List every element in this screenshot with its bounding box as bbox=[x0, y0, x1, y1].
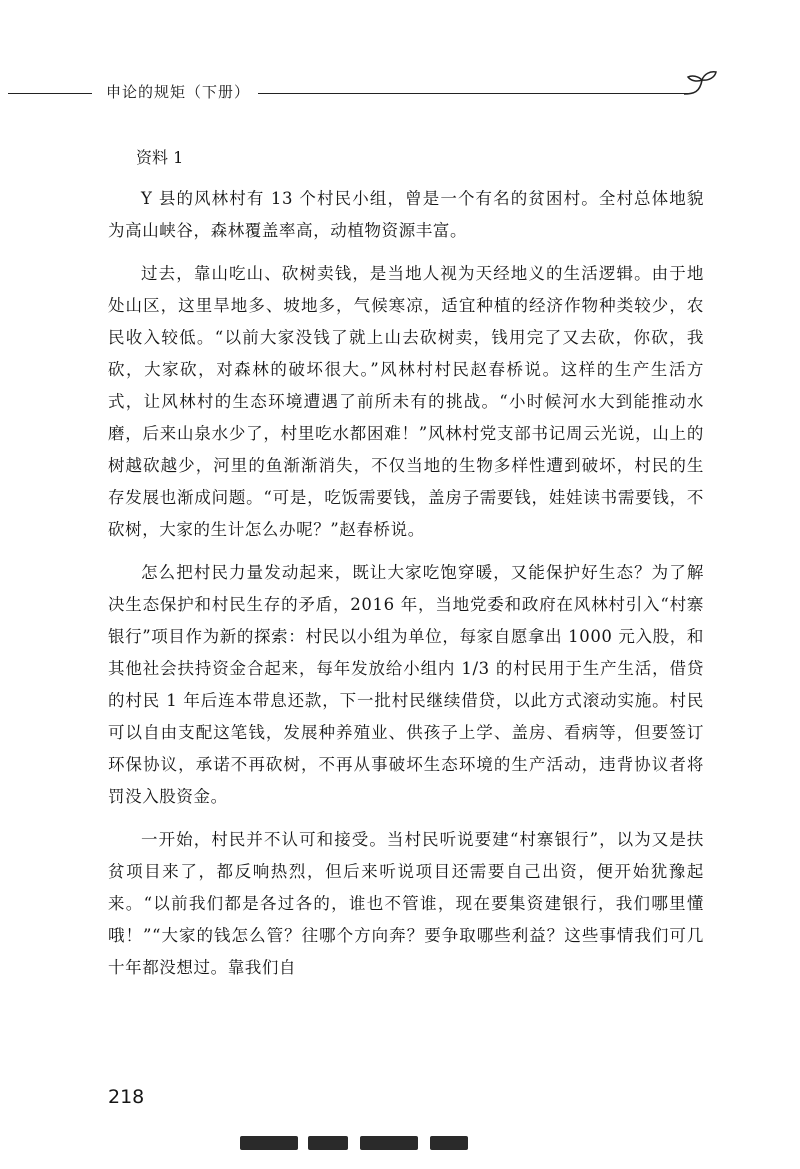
sprout-icon bbox=[680, 66, 720, 98]
scan-artifact bbox=[236, 1136, 472, 1154]
page-number: 218 bbox=[108, 1086, 145, 1108]
page-body bbox=[108, 146, 704, 995]
running-header bbox=[8, 66, 720, 106]
header-rule-left bbox=[8, 93, 92, 94]
paragraph-2: 过去，靠山吃山、砍树卖钱，是当地人视为天经地义的生活逻辑。由于地处山区，这里旱地多、坡地多，气候寒凉，适宜种植的经济作物种类较少，农民收入较低。“以前大家没钱了就上山去砍树卖，钱用完了又去砍，你砍，我砍，大家砍，对森林的破坏很大。”风林村村民赵春桥说。这样的生产生活方式，让风林村的生态环境遭遇了前所未有的挑战。“小时候河水大到能推动水磨，后来山泉水少了，村里吃水都困难！”风林村党支部书记周云光说，山上的树越砍越少，河里的鱼渐渐消失，不仅当地的生物多样性遭到破坏，村民的生存发展也渐成问题。“可是，吃饭需要钱，盖房子需要钱，娃娃读书需要钱，不砍树，大家的生计怎么办呢？”赵春桥说。 bbox=[108, 264, 704, 539]
paragraph-4: 一开始，村民并不认可和接受。当村民听说要建“村寨银行”，以为又是扶贫项目来了，都反响热烈，但后来听说项目还需要自己出资，便开始犹豫起来。“以前我们都是各过各的，谁也不管谁，现在要集资建银行，我们哪里懂哦！”“大家的钱怎么管？往哪个方向奔？要争取哪些利益？这些事情我们可几十年都没想过。靠我们自 bbox=[108, 830, 704, 977]
header-rule-right bbox=[258, 93, 690, 94]
paragraph-1: Y 县的风林村有 13 个村民小组，曾是一个有名的贫困村。全村总体地貌为高山峡谷，森林覆盖率高，动植物资源丰富。 bbox=[108, 189, 704, 240]
section-title: 资料 1 bbox=[136, 148, 184, 167]
running-header-title: 申论的规矩（下册） bbox=[106, 83, 251, 101]
paragraph-3: 怎么把村民力量发动起来，既让大家吃饱穿暖，又能保护好生态？为了解决生态保护和村民生存的矛盾，2016 年，当地党委和政府在风林村引入“村寨银行”项目作为新的探索：村民以小组为单位，每家自愿拿出 1000 元入股，和其他社会扶持资金合起来，每年发放给小组内 1/3 的村民用于生产生活，借贷的村民 1 年后连本带息还款，下一批村民继续借贷，以此方式滚动实施。村民可以自由支配这笔钱，发展种养殖业、供孩子上学、盖房、看病等，但要签订环保协议，承诺不再砍树，不再从事破坏生态环境的生产活动，违背协议者将罚没入股资金。 bbox=[108, 563, 704, 806]
